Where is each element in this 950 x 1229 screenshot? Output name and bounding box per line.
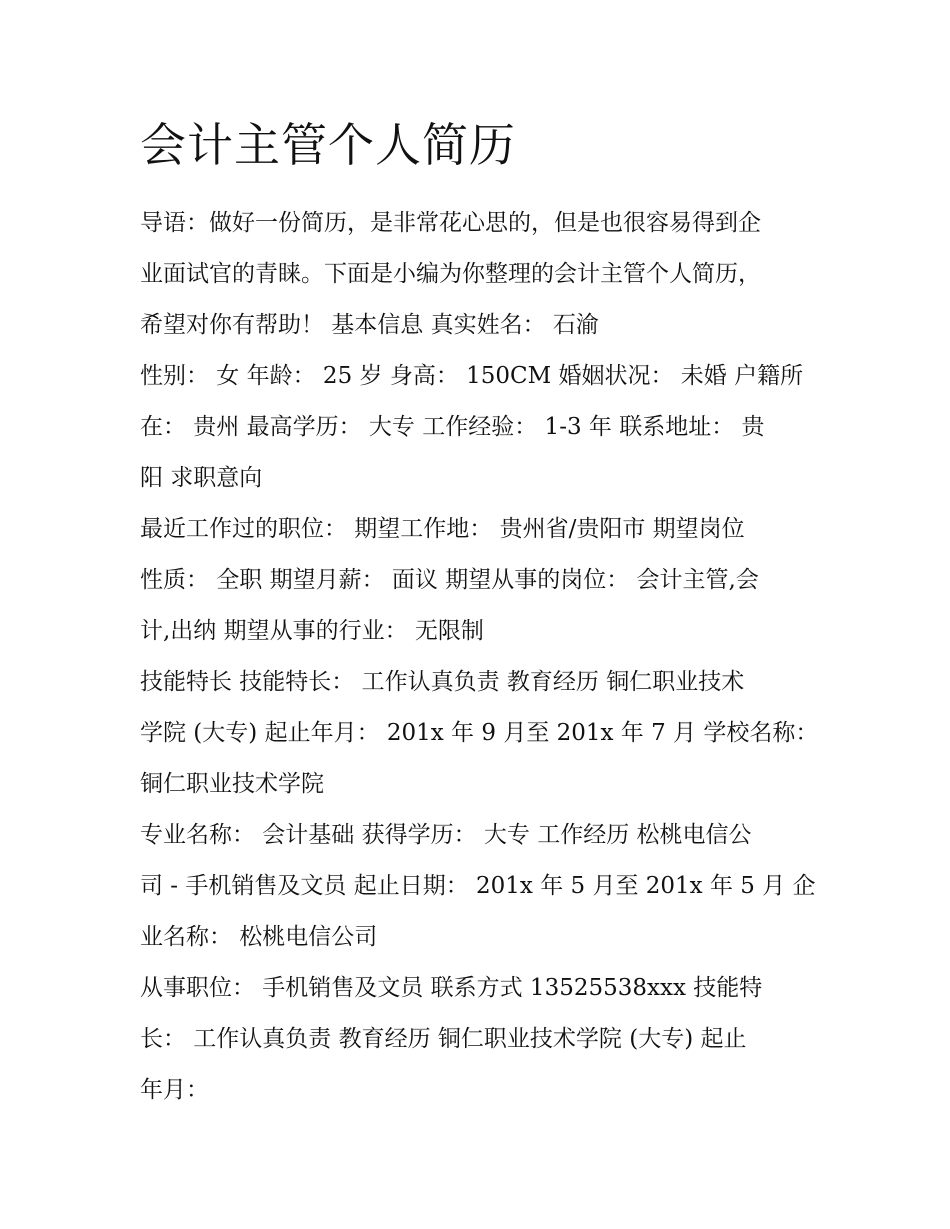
document-body	[140, 112, 820, 1116]
paragraph-skills-education: 技能特长 技能特长： 工作认真负责 教育经历 铜仁职业技术 学院 (大专) 起止年月： 201x 年 9 月至 201x 年 7 月 学校名称： 铜仁职业技术学院	[140, 669, 819, 797]
document-title: 会计主管个人简历	[140, 118, 516, 172]
paragraph-position-contact: 从事职位： 手机销售及文员 联系方式 13525538xxx 技能特 长： 工作认真负责 教育经历 铜仁职业技术学院 (大专) 起止 年月：	[140, 975, 763, 1103]
paragraph-job-intention: 最近工作过的职位： 期望工作地： 贵州省/贵阳市 期望岗位 性质： 全职 期望月薪： 面议 期望从事的岗位： 会计主管,会 计,出纳 期望从事的行业： 无限制	[140, 516, 759, 644]
paragraph-personal-details: 性别： 女 年龄： 25 岁 身高： 150CM 婚姻状况： 未婚 户籍所 在： 贵州 最高学历： 大专 工作经验： 1-3 年 联系地址： 贵 阳 求职意向	[140, 363, 804, 491]
paragraph-major-work-history: 专业名称： 会计基础 获得学历： 大专 工作经历 松桃电信公 司 - 手机销售及文员 起止日期： 201x 年 5 月至 201x 年 5 月 企 业名称： 松桃电信公司	[140, 822, 816, 950]
paragraph-intro-basic-info: 导语：做好一份简历，是非常花心思的，但是也很容易得到企 业面试官的青睐。下面是小编为你整理的会计主管个人简历， 希望对你有帮助！ 基本信息 真实姓名： 石渝	[140, 210, 761, 338]
